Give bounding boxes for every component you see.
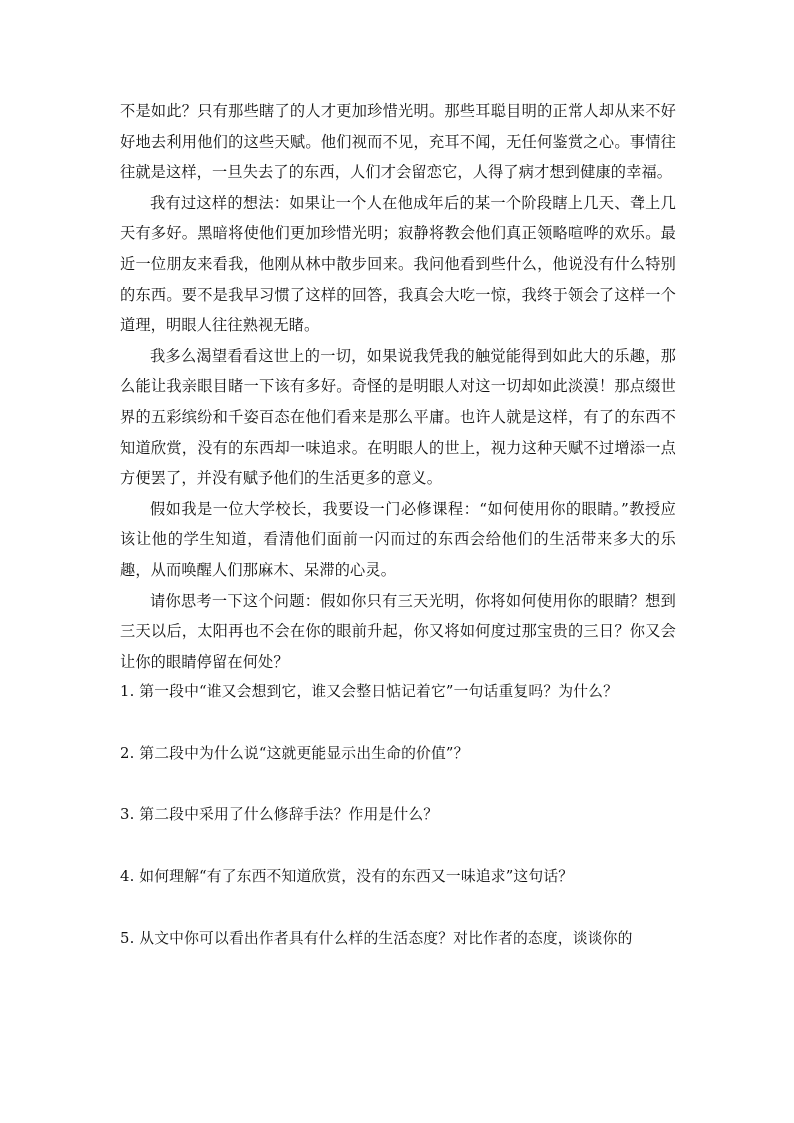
paragraph-4: 假如我是一位大学校长，我要设一门必修课程：“如何使用你的眼睛。”教授应该让他的学生知道，看清他们面前一闪而过的东西会给他们的生活带来多大的乐趣，从而唤醒人们那麻木、呆滞的心灵。 [120,499,676,579]
question-5: 5. 从文中你可以看出作者具有什么样的生活态度？对比作者的态度，谈谈你的 [120,929,633,947]
answer-space [120,893,676,924]
answer-space [120,769,676,800]
question-3: 3. 第二段中采用了什么修辞手法？作用是什么？ [120,806,439,824]
answer-space [120,708,676,739]
paragraph-5: 请你思考一下这个问题：假如你只有三天光明，你将如何使用你的眼睛？想到三天以后，太阳再也不会在你的眼前升起，你又将如何度过那宝贵的三日？你又会让你的眼睛停留在何处？ [120,591,676,671]
question-2: 2. 第二段中为什么说“这就更能显示出生命的价值”？ [120,744,469,762]
question-4: 4. 如何理解“有了东西不知道欣赏，没有的东西又一味追求”这句话？ [120,868,574,886]
question-1: 1. 第一段中“谁又会想到它，谁又会整日惦记着它”一句话重复吗？为什么？ [120,683,619,701]
document-body [120,96,676,954]
paragraph-2: 我有过这样的想法：如果让一个人在他成年后的某一个阶段瞎上几天、聋上几天有多好。黑暗将使他们更加珍惜光明；寂静将教会他们真正领略喧哗的欢乐。最近一位朋友来看我，他刚从林中散步回来。我问他看到些什么，他说没有什么特别的东西。要不是我早习惯了这样的回答，我真会大吃一惊，我终于领会了这样一个道理，明眼人往往熟视无睹。 [120,193,676,335]
paragraph-3: 我多么渴望看看这世上的一切，如果说我凭我的触觉能得到如此大的乐趣，那么能让我亲眼目睹一下该有多好。奇怪的是明眼人对这一切却如此淡漠！那点缀世界的五彩缤纷和千姿百态在他们看来是那么平庸。也许人就是这样，有了的东西不知道欣赏，没有的东西却一味追求。在明眼人的世上，视力这种天赋不过增添一点方便罢了，并没有赋予他们的生活更多的意义。 [120,346,676,488]
answer-space [120,831,676,862]
paragraph-1: 不是如此？只有那些瞎了的人才更加珍惜光明。那些耳聪目明的正常人却从来不好好地去利用他们的这些天赋。他们视而不见，充耳不闻，无任何鉴赏之心。事情往往就是这样，一旦失去了的东西，人们才会留恋它，人得了病才想到健康的幸福。 [120,102,676,182]
